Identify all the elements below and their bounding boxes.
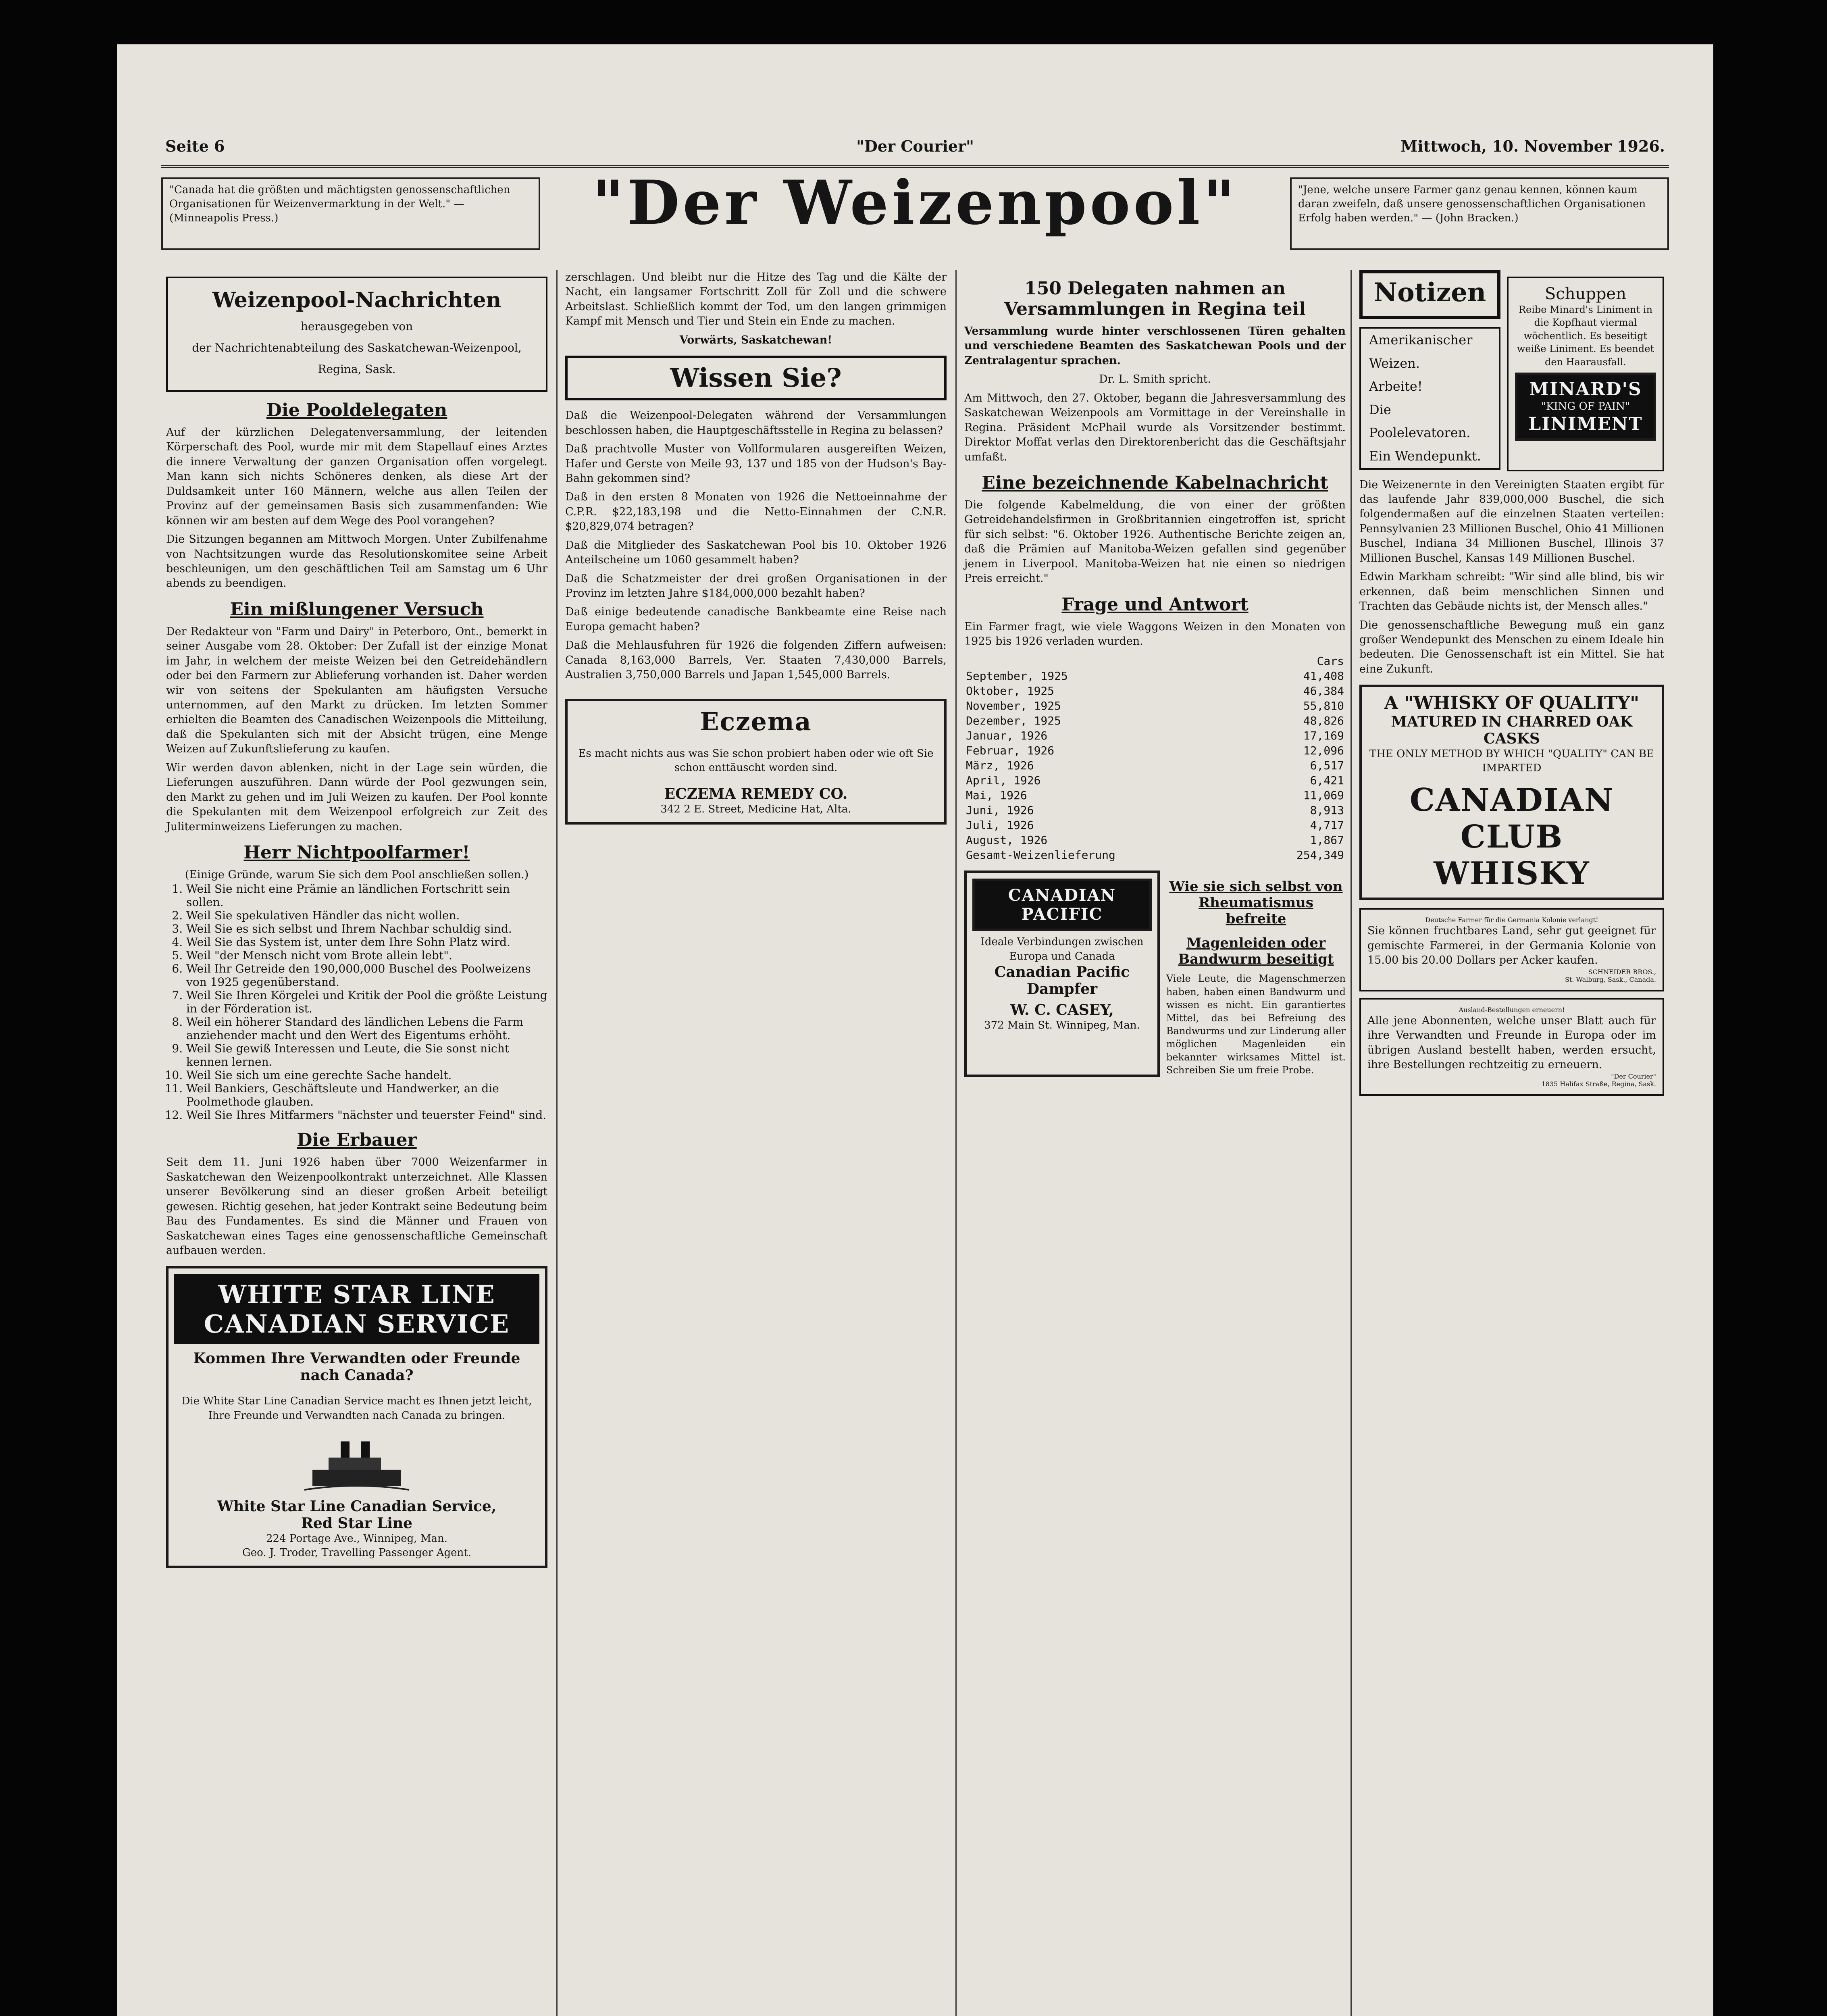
notizen-block [1359, 270, 1500, 478]
ad-title: LINIMENT [1528, 414, 1643, 435]
table-header-row [964, 654, 1346, 669]
article-text: Die Weizenernte in den Vereinigten Staaten ergibt für das laufende Jahr 839,000,000 Buschel, die sich folgendermaßen auf die einzelnen Staaten verteilen: Pennsylvanien 23 Millionen Buschel, Ohio 41 Millionen Buschel, Indiana 34 Millionen Buschel, Illinois 37 Millionen Buschel, Kansas 149 Millionen Buschel. [1359, 478, 1665, 564]
table-cell: 254,349 [1296, 848, 1344, 862]
steamship-icon [304, 1433, 409, 1494]
page-number: Seite 6 [165, 137, 225, 155]
list-item: Arbeite! [1369, 379, 1423, 394]
fact-item: Daß die Mehlausfuhren für 1926 die folgenden Ziffern aufweisen: Canada 8,163,000 Barrels, Ver. Staaten 7,430,000 Barrels, Australien 3,750,000 Barrels und Japan 1,545,000 Barrels. [565, 639, 947, 681]
canadian-pacific-ad [964, 871, 1160, 1077]
ausland-notice [1359, 998, 1664, 1096]
article-text: Ein Farmer fragt, wie viele Waggons Weizen in den Monaten von 1925 bis 1926 verladen wurden. [964, 620, 1346, 648]
table-cell: 55,810 [1303, 699, 1344, 713]
ad-text: Reibe Minard's Liniment in die Kopfhaut viermal wöchentlich. Es beseitigt weiße Liniment. Es beendet den Haarausfall. [1517, 304, 1654, 368]
ad-slogan: "KING OF PAIN" [1541, 400, 1630, 412]
canadian-club-ad [1359, 685, 1664, 900]
column-1 [161, 270, 552, 2016]
article-byline: Dr. L. Smith spricht. [1099, 373, 1211, 386]
list-item: 7. Weil Sie Ihren Körgelei und Kritik der Pool die größte Leistung in der Förderation ist. [186, 989, 547, 1015]
table-row [964, 728, 1346, 743]
notice-title: Ausland-Bestellungen erneuern! [1459, 1006, 1565, 1014]
article-text: Die Sitzungen begannen am Mittwoch Morgen. Unter Zubilfenahme von Nachtsitzungen wurde das Resolutionskomitee seine Arbeit beschleunigen, um den geschäftlichen Teil am Samstag um 6 Uhr abends zu beendigen. [166, 533, 547, 590]
fact-item: Daß in den ersten 8 Monaten von 1926 die Nettoeinnahme der C.P.R. $22,183,198 und die Netto-Einnahmen der C.N.R. $20,829,074 betragen? [565, 491, 947, 533]
list-item: 4. Weil Sie das System ist, unter dem Ihre Sohn Platz wird. [186, 935, 547, 949]
ad-title: CANADIAN SERVICE [204, 1309, 510, 1339]
ad-text: Ideale Verbindungen zwischen Europa und Canada [980, 936, 1144, 962]
table-cell: Juni, 1926 [966, 804, 1034, 817]
ad-brand: WHISKY [1434, 855, 1590, 892]
notes-list [1359, 327, 1500, 470]
fact-item: Daß die Mitglieder des Saskatchewan Pool bis 10. Oktober 1926 Anteilscheine um 1060 gesammelt haben? [565, 539, 947, 566]
table-cell: 4,717 [1310, 818, 1344, 832]
ad-text: THE ONLY METHOD BY WHICH "QUALITY" CAN BE IMPARTED [1369, 748, 1654, 775]
ad-text: Die White Star Line Canadian Service macht es Ihnen jetzt leicht, Ihre Freunde und Verwandten nach Canada zu bringen. [181, 1395, 532, 1422]
list-item: 9. Weil Sie gewiß Interessen und Leute, die Sie sonst nicht kennen lernen. [186, 1042, 547, 1068]
ad-title: MINARD'S [1529, 379, 1642, 400]
shipments-table [964, 654, 1346, 862]
top-boxes [1359, 270, 1664, 478]
article-text: zerschlagen. Und bleibt nur die Hitze des Tag und die Kälte der Nacht, ein langsamer Fortschritt Zoll für Zoll und die schwere Arbeitslast. Schließlich kommt der Tod, um den langen grimmigen Kampf mit Mensch und Tier und Stein ein Ende zu machen. [565, 271, 947, 328]
list-item: 2. Weil Sie spekulativen Händler das nicht wollen. [186, 909, 547, 922]
ad-title: A "WHISKY OF QUALITY" [1384, 693, 1640, 714]
article-text: Wir werden davon ablenken, nicht in der Lage sein würden, die Lieferungen auszuführen. Dann würde der Pool gezwungen sein, den Markt zu gehen und im Juli Weizen zu kaufen. Der Pool konnte die Spekulanten mit dem Weizenpool erfolgreich zur Zeit des Juliterminweizens Lieferungen zu machen. [166, 761, 547, 833]
list-item: Ein Wendepunkt. [1369, 448, 1481, 464]
ad-row [964, 871, 1346, 1077]
section-subtitle: Regina, Sask. [318, 362, 396, 376]
ad-company: Red Star Line [301, 1514, 413, 1532]
ad-signature: SCHNEIDER BROS., [1588, 968, 1656, 976]
table-cell: Januar, 1926 [966, 729, 1048, 743]
column-4 [1355, 270, 1669, 2016]
table-row [964, 803, 1346, 818]
list-item: 12. Weil Sie Ihres Mitfarmers "nächster und teuerster Feind" sind. [186, 1108, 547, 1122]
article-heading: Wie sie sich selbst von Rheumatismus befreite [1169, 879, 1343, 927]
table-cell: August, 1926 [966, 833, 1048, 847]
article-intro: Versammlung wurde hinter verschlossenen Türen gehalten und verschiedene Beamten des Saskatchewan Pools und der Zentralagentur sprachen. [964, 325, 1346, 367]
table-row [964, 788, 1346, 803]
table-cell: Dezember, 1925 [966, 714, 1061, 728]
column-divider [1350, 270, 1352, 2016]
list-item: 10. Weil Sie sich um eine gerechte Sache handelt. [186, 1068, 547, 1082]
notizen-title: Notizen [1359, 270, 1500, 319]
ad-address: 342 2 E. Street, Medicine Hat, Alta. [660, 803, 851, 815]
fact-item: Daß einige bedeutende canadische Bankbeamte eine Reise nach Europa gemacht haben? [565, 606, 947, 633]
article-text: Edwin Markham schreibt: "Wir sind alle blind, bis wir erkennen, daß beim menschlichen Sinnen und Trachten das Gebäude nichts ist, der Mensch alles." [1359, 571, 1664, 613]
ad-agent: Geo. J. Troder, Travelling Passenger Agent. [242, 1546, 471, 1559]
table-cell: 48,826 [1303, 714, 1344, 728]
list-item: 3. Weil Sie es sich selbst und Ihrem Nachbar schuldig sind. [186, 922, 547, 935]
list-item: 6. Weil Ihr Getreide den 190,000,000 Buschel des Poolweizens von 1925 gegenüberstand. [186, 962, 547, 989]
table-row [964, 713, 1346, 728]
schuppen-ad [1507, 277, 1664, 471]
ad-banner [174, 1274, 539, 1344]
table-cell: März, 1926 [966, 759, 1034, 773]
newspaper-page [117, 44, 1713, 2016]
ad-signature: St. Walburg, Sask., Canada. [1565, 975, 1656, 983]
table-cell: Juli, 1926 [966, 818, 1034, 832]
article-heading: Frage und Antwort [1061, 594, 1249, 615]
table-cell: 41,408 [1303, 669, 1344, 683]
article-text: Auf der kürzlichen Delegatenversammlung, der leitenden Körperschaft des Pool, wurde mir mit dem Stapellauf eines Arztes die innere Verwaltung der ganzen Organisation offen vorgelegt. Man kann sich nichts Schöneres denken, als diese Art der Duldsamkeit unter 160 Männern, welche aus allen Teilen der Provinz auf der gemeinsamen Basis sich zusammenfanden: Wie können wir am besten auf dem Wege des Pool vorangehen? [166, 426, 547, 527]
column-divider [955, 270, 957, 2016]
ad-brand: CANADIAN CLUB [1409, 782, 1614, 856]
table-cell: 11,069 [1303, 789, 1344, 802]
ad-title: Deutsche Farmer für die Germania Kolonie verlangt! [1425, 916, 1598, 924]
ad-heading: Canadian Pacific Dampfer [994, 963, 1130, 998]
list-item: 8. Weil ein höherer Standard des ländlichen Lebens die Farm anziehender macht und den Wert des Eigentums erhöht. [186, 1015, 547, 1042]
right-quote-box: "Jene, welche unsere Farmer ganz genau kennen, können kaum daran zweifeln, daß unsere genossenschaftlichen Organisationen Erfolg haben werden." — (John Bracken.) [1290, 177, 1669, 250]
ad-address: 224 Portage Ave., Winnipeg, Man. [266, 1532, 447, 1545]
ad-heading: Kommen Ihre Verwandten oder Freunde nach Canada? [193, 1350, 520, 1384]
ad-contact: W. C. CASEY, [1010, 1001, 1114, 1018]
table-cell: April, 1926 [966, 774, 1041, 787]
article-text: Der Redakteur von "Farm und Dairy" in Peterboro, Ont., bemerkt in seiner Ausgabe vom 28. Oktober: Der Zufall ist der einzige Monat im Jahr, in welchem der meiste Weizen bei den Getreidehändlern oder bei den Farmern zur Ablieferung vorhanden ist. Daher werden wir von seitens der Spekulanten am häufigsten Versuche unternommen, auf den Markt zu drücken. Im letzten Sommer erhielten die Beamten des Canadischen Weizenpools die Mitteilung, daß die Spekulanten sich mit der Absicht trügen, eine Menge Weizen auf Zukunftslieferung zu kaufen. [166, 625, 547, 756]
white-star-line-ad [166, 1266, 547, 1568]
list-item: Die Poolelevatoren. [1369, 402, 1471, 441]
table-total-row [964, 848, 1346, 862]
ad-text: Es macht nichts aus was Sie schon probiert haben oder wie oft Sie schon enttäuscht worden sind. [578, 747, 934, 774]
list-item: 5. Weil "der Mensch nicht vom Brote allein lebt". [186, 949, 547, 962]
table-cell: Februar, 1926 [966, 744, 1055, 758]
column-divider [556, 270, 558, 2016]
notice-text: Alle jene Abonnenten, welche unser Blatt auch für ihre Verwandten und Freunde in Europa oder im übrigen Ausland bestellt haben, werden ersucht, ihre Bestellungen rechtzeitig zu erneuern. [1367, 1014, 1656, 1071]
table-row [964, 698, 1346, 713]
table-cell: Oktober, 1925 [966, 684, 1055, 698]
column-2 [560, 270, 951, 2016]
eczema-ad [565, 699, 947, 825]
list-item: 1. Weil Sie nicht eine Prämie an ländlichen Fortschritt sein sollen. [186, 882, 547, 909]
fact-item: Daß die Schatzmeister der drei großen Organisationen in der Provinz im letzten Jahre $184,000,000 bezahlt haben? [565, 572, 947, 600]
ad-subtitle: MATURED IN CHARRED OAK CASKS [1391, 713, 1633, 748]
table-cell: September, 1925 [966, 669, 1068, 683]
list-item: Amerikanischer Weizen. [1369, 332, 1473, 371]
fact-item: Daß prachtvolle Muster von Vollformularen ausgereiften Weizen, Hafer und Gerste von Meile 93, 137 und 185 von der Hudson's Bay-Bahn gekommen sind? [565, 443, 947, 485]
table-cell: Gesamt-Weizenlieferung [966, 848, 1115, 862]
table-cell: Mai, 1926 [966, 789, 1027, 802]
masthead-title: "Der Weizenpool" [592, 167, 1238, 238]
article-heading: Die Erbauer [297, 1130, 417, 1151]
ad-title: WHITE STAR LINE [218, 1280, 495, 1310]
table-cell: 8,913 [1310, 804, 1344, 817]
issue-date: Mittwoch, 10. November 1926. [1400, 137, 1665, 155]
health-ads [1166, 871, 1346, 1077]
article-text: Viele Leute, die Magenschmerzen haben, haben einen Bandwurm und wissen es nicht. Ein garantiertes Mittel, das bei Befreiung des Bandwurms und zur Linderung aller möglichen Magenleiden ein bekannter wirksames Mittel ist. Schreiben Sie um freie Probe. [1166, 973, 1346, 1076]
table-cell: 46,384 [1303, 684, 1344, 698]
article-heading: Herr Nichtpoolfarmer! [243, 842, 470, 863]
ad-text: Sie können fruchtbares Land, sehr gut geeignet für gemischte Farmerei, in der Germania Kolonie von 15.00 bis 20.00 Dollars per Acker kaufen. [1367, 925, 1656, 967]
article-heading: 150 Delegaten nahmen an Versammlungen in Regina teil [1004, 278, 1306, 319]
table-cell: 6,517 [1310, 759, 1344, 773]
notice-signature: 1835 Halifax Straße, Regina, Sask. [1541, 1080, 1656, 1088]
table-cell: 6,421 [1310, 774, 1344, 787]
table-header [964, 654, 1251, 669]
table-row [964, 818, 1346, 833]
table-row [964, 773, 1346, 788]
table-row [964, 758, 1346, 773]
fact-item: Daß die Weizenpool-Delegaten während der Versammlungen beschlossen haben, die Hauptgeschäftsstelle in Regina zu belassen? [565, 409, 947, 437]
section-subtitle: herausgegeben von [300, 320, 413, 333]
article-text: Am Mittwoch, den 27. Oktober, begann die Jahresversammlung des Saskatchewan Weizenpools am Vormittage in der Vereinshalle in Regina. Präsident McPhail wurde als Vorsitzender bestimmt. Direktor Moffat verlas den Direktorenbericht das die Geschäftsjahr umfaßt. [964, 392, 1346, 463]
article-heading: Ein mißlungener Versuch [230, 599, 484, 620]
newspaper-name: "Der Courier" [856, 137, 974, 155]
notice-signature: "Der Courier" [1611, 1072, 1656, 1080]
article-intro: (Einige Gründe, warum Sie sich dem Pool anschließen sollen.) [185, 868, 529, 881]
ad-banner [972, 879, 1152, 931]
ad-address: 372 Main St. Winnipeg, Man. [984, 1019, 1140, 1031]
germania-ad [1359, 908, 1664, 991]
section-subtitle: der Nachrichtenabteilung des Saskatchewan-Weizenpool, [192, 341, 522, 354]
section-header-box [166, 277, 547, 392]
article-signature: Vorwärts, Saskatchewan! [679, 333, 832, 346]
article-heading: Eine bezeichnende Kabelnachricht [982, 472, 1328, 493]
article-text: Die folgende Kabelmeldung, die von einer der größten Getreidehandelsfirmen in Großbritannien eingetroffen ist, spricht für sich selbst: "6. Oktober 1926. Authentische Berichte zeigen an, daß die Prämien auf Manitoba-Weizen gefallen sind gegenüber jenem in Liverpool. Manitoba-Weizen hat nie einen so niedrigen Preis erreicht." [964, 498, 1346, 585]
section-title: Weizenpool-Nachrichten [212, 288, 501, 312]
list-item: 11. Weil Bankiers, Geschäftsleute und Handwerker, an die Poolmethode glauben. [186, 1082, 547, 1108]
table-row [964, 833, 1346, 848]
article-text: Die genossenschaftliche Bewegung muß ein ganz großer Wendepunkt des Menschen zu einem Ideale hin bedeuten. Die Genossenschaft ist ein Mittel. Sie hat eine Zukunft. [1359, 619, 1665, 675]
ad-company: White Star Line Canadian Service, [217, 1497, 497, 1515]
wissen-sie-heading: Wissen Sie? [565, 356, 947, 400]
ad-company: ECZEMA REMEDY CO. [664, 785, 848, 802]
column-3 [959, 270, 1350, 2016]
table-cell: 1,867 [1310, 833, 1344, 847]
table-cell: 12,096 [1303, 744, 1344, 758]
table-cell: November, 1925 [966, 699, 1061, 713]
table-row [964, 743, 1346, 758]
table-row [964, 669, 1346, 683]
article-heading: Magenleiden oder Bandwurm beseitigt [1178, 935, 1334, 968]
table-row [964, 683, 1346, 698]
table-header: Cars [1317, 654, 1344, 668]
ad-title: CANADIAN PACIFIC [1008, 886, 1116, 924]
left-quote-box: "Canada hat die größten und mächtigsten genossenschaftlichen Organisationen für Weizenvermarktung in der Welt." — (Minneapolis Press.) [161, 177, 540, 250]
reasons-list [186, 882, 547, 1122]
ad-title: Eczema [700, 706, 812, 736]
minard-logo [1515, 373, 1656, 441]
ad-title: Schuppen [1545, 285, 1626, 303]
article-text: Seit dem 11. Juni 1926 haben über 7000 Weizenfarmer in Saskatchewan den Weizenpoolkontrakt unterzeichnet. Alle Klassen unserer Bevölkerung sind an dieser großen Arbeit beteiligt gewesen. Richtig gesehen, hat jeder Kontrakt seine Bedeutung beim Bau des Fundamentes. Es sind die Männer und Frauen von Saskatchewan eines Tages eine genossenschaftliche Gemeinschaft aufbauen werden. [166, 1156, 547, 1257]
table-cell: 17,169 [1303, 729, 1344, 743]
article-heading: Die Pooldelegaten [266, 400, 447, 421]
